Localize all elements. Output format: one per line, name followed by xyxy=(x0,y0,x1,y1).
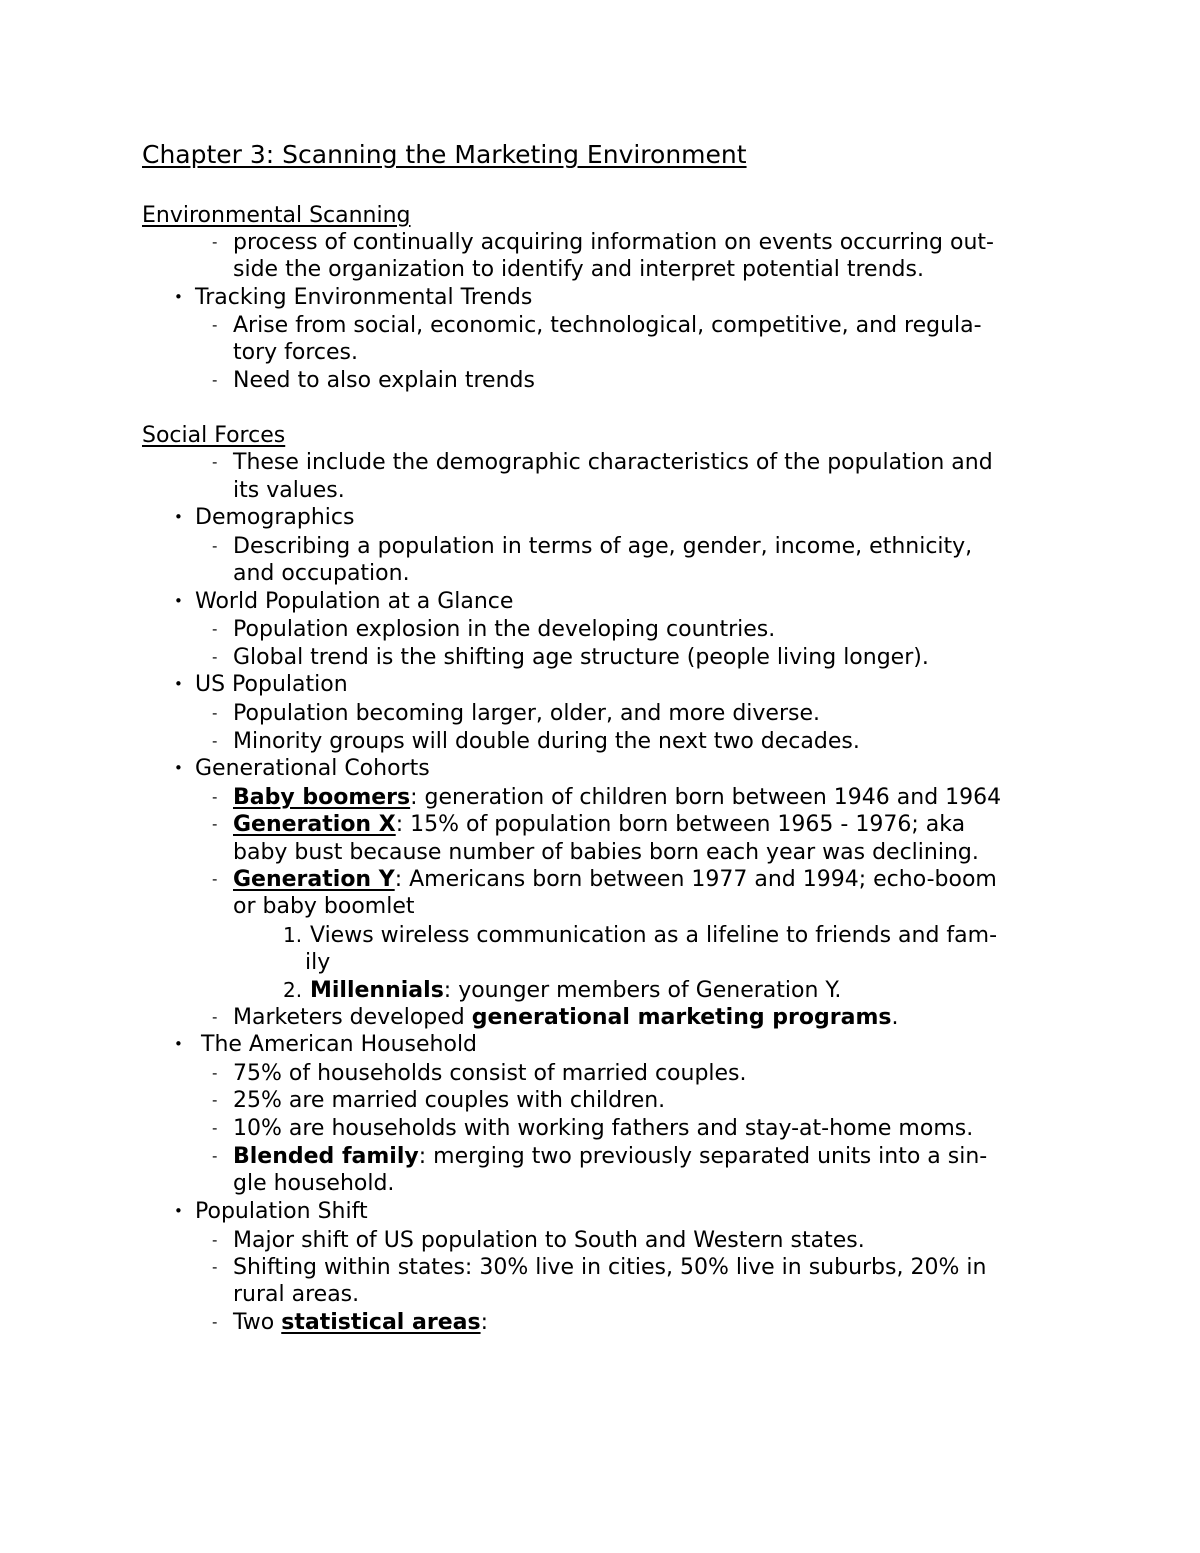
bullet-marker: • xyxy=(174,1035,183,1053)
list-item-text: Global trend is the shifting age structure (people living longer). xyxy=(233,645,929,670)
dash-marker: - xyxy=(212,870,218,888)
term-generational-marketing-programs: generational marketing programs xyxy=(471,1005,892,1030)
term-generation-x: Generation X xyxy=(233,812,396,837)
list-item-statistical-areas xyxy=(233,1309,488,1336)
dash-marker: - xyxy=(212,620,218,638)
list-item-text: Major shift of US population to South and Western states. xyxy=(233,1228,865,1253)
list-item-text: Shifting within states: 30% live in cities, 50% live in suburbs, 20% in xyxy=(233,1255,987,1280)
list-item-text: Need to also explain trends xyxy=(233,368,535,393)
section-heading-environmental-scanning: Environmental Scanning xyxy=(142,203,411,228)
list-item-text: : xyxy=(480,1310,488,1335)
bullet-marker: • xyxy=(174,508,183,526)
list-item-text: its values. xyxy=(233,478,345,503)
dash-marker: - xyxy=(212,1147,218,1165)
list-item-text: rural areas. xyxy=(233,1282,360,1307)
bullet-item-generational-cohorts: Generational Cohorts xyxy=(195,756,430,781)
number-marker: 1. xyxy=(283,923,303,947)
term-statistical-areas: statistical areas xyxy=(281,1310,481,1335)
list-item-text: Describing a population in terms of age, gender, income, ethnicity, xyxy=(233,534,973,559)
dash-marker: - xyxy=(212,815,218,833)
list-item-text: and occupation. xyxy=(233,561,410,586)
dash-marker: - xyxy=(212,233,218,251)
list-item-text: : merging two previously separated units into a sin- xyxy=(418,1144,988,1169)
list-item-text: Arise from social, economic, technological, competitive, and regula- xyxy=(233,313,982,338)
list-item-text: 10% are households with working fathers and stay-at-home moms. xyxy=(233,1116,974,1141)
bullet-item-population-shift: Population Shift xyxy=(195,1199,368,1224)
dash-marker: - xyxy=(212,732,218,750)
page-title: Chapter 3: Scanning the Marketing Environment xyxy=(142,140,747,169)
dash-marker: - xyxy=(212,371,218,389)
bullet-marker: • xyxy=(174,288,183,306)
dash-marker: - xyxy=(212,1064,218,1082)
dash-marker: - xyxy=(212,1231,218,1249)
list-item-text: process of continually acquiring information on events occurring out- xyxy=(233,230,994,255)
dash-marker: - xyxy=(212,704,218,722)
term-blended-family: Blended family xyxy=(233,1144,419,1169)
list-item-text: tory forces. xyxy=(233,340,358,365)
bullet-item-tracking: Tracking Environmental Trends xyxy=(195,285,533,310)
list-item-text: Minority groups will double during the next two decades. xyxy=(233,729,860,754)
dash-marker: - xyxy=(212,788,218,806)
list-item-blended-family xyxy=(233,1143,987,1170)
bullet-marker: • xyxy=(174,592,183,610)
list-item-text: : younger members of Generation Y. xyxy=(443,978,842,1003)
list-item-text: Population becoming larger, older, and more diverse. xyxy=(233,701,820,726)
section-heading-social-forces: Social Forces xyxy=(142,423,286,448)
list-item-text: or baby boomlet xyxy=(233,894,415,919)
list-item-generation-x xyxy=(233,811,965,838)
numbered-item-millennials xyxy=(310,977,841,1004)
dash-marker: - xyxy=(212,453,218,471)
dash-marker: - xyxy=(212,648,218,666)
term-baby-boomers: Baby boomers xyxy=(233,785,411,810)
dash-marker: - xyxy=(212,1091,218,1109)
dash-marker: - xyxy=(212,1258,218,1276)
list-item-text: These include the demographic characteristics of the population and xyxy=(233,450,993,475)
dash-marker: - xyxy=(212,1119,218,1137)
dash-marker: - xyxy=(212,1313,218,1331)
list-item-text: : Americans born between 1977 and 1994; echo-boom xyxy=(394,867,997,892)
list-item-baby-boomers xyxy=(233,784,1001,811)
numbered-item-text: Views wireless communication as a lifeline to friends and fam- xyxy=(310,923,998,948)
list-item-text: Marketers developed xyxy=(233,1005,472,1030)
list-item-text: : generation of children born between 1946 and 1964 xyxy=(410,785,1002,810)
bullet-item-american-household: The American Household xyxy=(201,1032,478,1057)
bullet-marker: • xyxy=(174,675,183,693)
bullet-item-demographics: Demographics xyxy=(195,505,355,530)
bullet-item-us-population: US Population xyxy=(195,672,348,697)
list-item-text: 75% of households consist of married couples. xyxy=(233,1061,747,1086)
list-item-text: baby bust because number of babies born each year was declining. xyxy=(233,840,979,865)
bullet-marker: • xyxy=(174,759,183,777)
bullet-item-world-population: World Population at a Glance xyxy=(195,589,514,614)
dash-marker: - xyxy=(212,537,218,555)
bullet-marker: • xyxy=(174,1202,183,1220)
list-item-marketers xyxy=(233,1004,898,1031)
dash-marker: - xyxy=(212,1008,218,1026)
list-item-text: Population explosion in the developing countries. xyxy=(233,617,776,642)
term-millennials: Millennials xyxy=(310,978,444,1003)
number-marker: 2. xyxy=(283,978,303,1002)
list-item-text: Two xyxy=(233,1310,282,1335)
term-generation-y: Generation Y xyxy=(233,867,395,892)
list-item-text: . xyxy=(891,1005,899,1030)
list-item-text: side the organization to identify and interpret potential trends. xyxy=(233,257,924,282)
list-item-generation-y xyxy=(233,866,997,893)
list-item-text: gle household. xyxy=(233,1171,395,1196)
list-item-text: 25% are married couples with children. xyxy=(233,1088,666,1113)
list-item-text: : 15% of population born between 1965 - 1976; aka xyxy=(395,812,966,837)
numbered-item-text: ily xyxy=(305,950,331,975)
dash-marker: - xyxy=(212,316,218,334)
